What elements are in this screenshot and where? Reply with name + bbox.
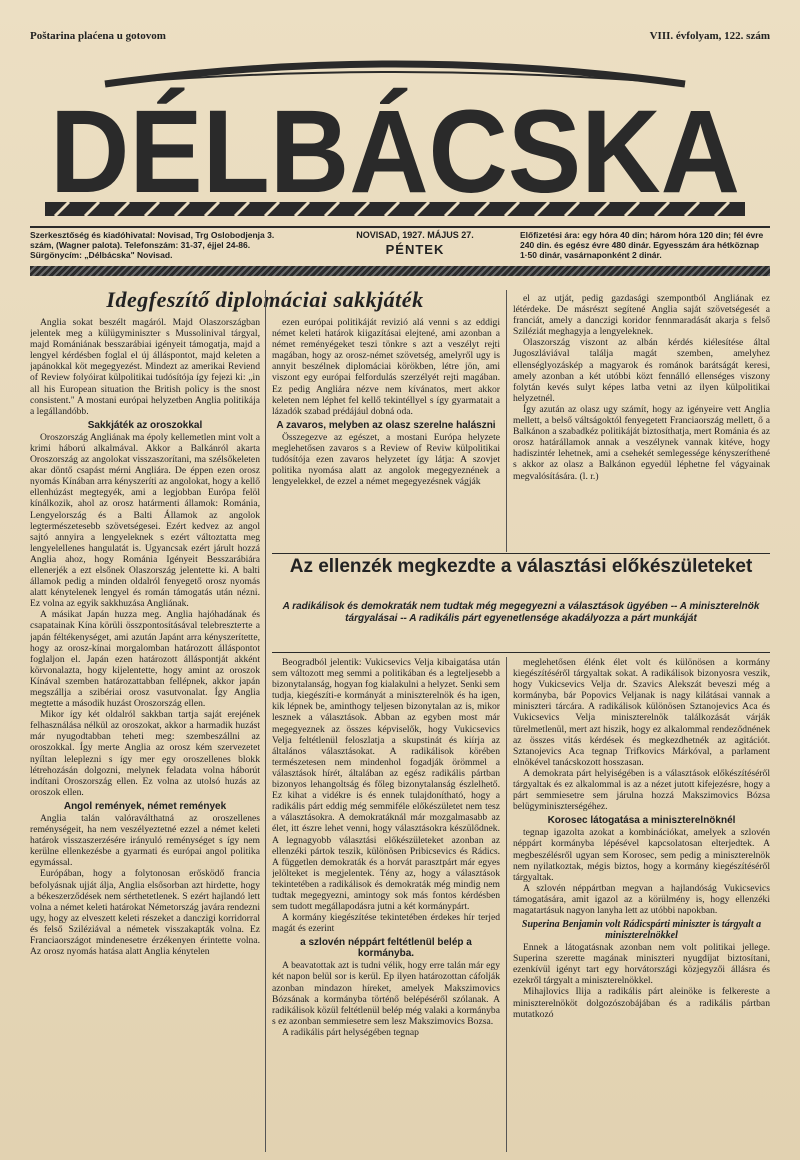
masthead-title: DÉLBÁCSKA [50, 86, 740, 218]
editorial-info: Szerkesztőség és kiadóhivatal: Novisad, Trg Oslobodjenja 3. szám, (Wagner palota). Telefonszám: 31-37, éjjel 24-86. Sürgönycím: „Délbácska" Novisad. [30, 230, 275, 260]
postage-note: Poštarina plaćena u gotovom [30, 30, 166, 42]
article2-colA: Beogradból jelentik: Vukicsevics Velja kibaigatása után sem változott meg semmi a politikában és a legteljesebb a bizonytalanság, hogyan fog kialakulni a helyzet. Senki sem tudja, kiegészíti-e kormányát a miniszterelnök és ha igen, kik lépnek be, aminthogy teljesen bizonytalan az is, mikor lesznek a választások. Abban az egyben most már megegyeznek az összes képviselők, hogy Vukicsevics Velja feltétlenül feloszlatja a skupstinát és kiírja az általános választásokat. A radikálisok körében természetesen nem mindenhol fogadják örömmel a választások hírét, általában az egész radikális pártban bizonyos lehangoltság és főleg bizonytalanság észlelhető. Ez kihat a vidékre is és ennek tulajdonítható, hogy a radikális párt eddig még semmiféle előkészületet nem tesz a választásokra. A demokratáknál már mozgalmasabb az élet, itt észre lehet venni, hogy választásokra készülődnek. A legnagyobb választási előkészületeket azonban az ellenzéki pártok teszik, különösen Pribicsevics és Rádics. A független demokraták és a horvát parasztpárt már egyes jelölteket is megjelentek. Tény az, hogy a választások tekintetében a radikálisok és demokraták még mindig nem tudtak megegyezni, amintogy sok más fontos kérdésben sem tudott megállapodásra jutni a két kormánypárt. A kormány kiegészítése tekintetében érdekes hír terjed magát és ezerint a szlovén néppárt feltétlenül belép a kormányba. A beavatottak azt is tudni vélik, hogy erre talán már egy két napon belül sor is kerül. Ep ilyen határozottan cáfolják azonban mindazon híreket, amelyek Makszimovics Bózsának a kormányba történő belépéséről szólanak. A radikálisok közül feltétlenül belép még valaki a kormányba s ez azonban semmiesetre sem lesz Makszimovics Bozsa. A radikális párt helységében tegnap [272, 657, 500, 1038]
article1-headline: Idegfeszítő diplomáciai sakkjáték [106, 287, 424, 312]
dateline-block [340, 230, 490, 257]
volume-number: VIII. évfolyam, 122. szám [649, 30, 770, 42]
masthead-logo [45, 52, 745, 222]
subhead-superina: Superina Benjamin volt Rádicspárti miniszter is tárgyalt a miniszterelnökkel [521, 919, 762, 942]
column-divider [506, 290, 507, 552]
subhead-korosec: Korosec látogatása a miniszterelnöknél [547, 815, 736, 827]
article2-colB: meglehetősen élénk élet volt és különösen a kormány kiegészítéséről tárgyaltak sokat. A radikálisok bizonyosra veszik, hogy Vukicsevics Velja dr. Szavics Alekszát beveszi még a kormányba, bár Popovics Veljanak is nagy kilátásai vannak a miniszteri tárcára. A radikálisok különösen Sztanojevics Aca és Vukicsevics Velja miniszterelnök találkozását várják türelmetlenül, mert azt hiszik, hogy ez alkalommal rendeződnének az összes vitás kérdések és megkezdhetnék az agitációt. Sztanojevics Aca tegnap Trifkovics Márkóval, a parlament elnökével tanácskozott hosszasan. A demokrata párt helyiségében is a választások előkészítéséről tárgyaltak és ez alkalommal is az a nézet jutott kifejezésre, hogy a párt semmiesetre sem járulna hozzá Makszimovics Bózsa belügyminiszterségéhez. Korosec látogatása a miniszterelnöknél tegnap igazolta azokat a kombinációkat, amelyek a szlovén néppárt kormányba lépésével kapcsolatosan elterjedtek. A megbeszélésről ugyan sem Korosec, sem pedig a miniszterelnök nem nyilatkoztak, mégis biztos, hogy a kormány kiegészítéséről tárgyaltak. A szlovén néppártban megvan a hajlandóság Vukicsevics támogatására, amit igazol az a körülmény is, hogy ellenzéki magatartásuk nagyon lanyha lett az utóbbi napokban. Superina Benjamin volt Rádicspárti miniszter is tárgyalt a miniszterelnökkel Ennek a látogatásnak azonban nem volt politikai jellege. Superina szerette magának miniszteri nyugdíjat biztosítani, ezenkívül igényt tart egy horvátországi közjegyzői állásra és ezekről tárgyalt a miniszterelnökkel. Mihajlovics Ilija a radikális párt aleinöke is felkereste a miniszterelnököt dolgozószobájában és a radikális pártban mutatkozó [513, 657, 770, 1020]
article1-col1: Anglia sokat beszélt magáról. Majd Olaszországban jelentek meg a külügyminiszter s Mussolinival tárgyal, majd Romániának besszarábiai igényeit támogatja, majd a lengyel kérdésben foglal el új álláspontot, majd keleten a japánokkal köt megegyezést. Mindezt az amerikai Reviend of Review folyóirat külpolitikai tudósítója így fejezi ki: „in all his European situation the British policy is the snost consistent." A mostani európai helyzetben Anglia politikája a legállandóbb. Sakkjáték az oroszokkal Oroszország Angliának ma époly kellemetlen mint volt a krimi háború alkalmával. Akkor a Balkánról akarta Oroszország az angolokat visszaszorítani, ma szélsőkeleten akar döntő csapást mérni Angliára. De éppen ezen orosz nyomás Kínában arra kényszeríti az angolokat, hogy a kellő ellenhúzást megtegyék, ami a legjobban Európa felöl kínálkozik, ahol az orosz határmenti államok: Románia, Lengyelország és a Balti Államok az angolok legtermészetesebb szövetségesei. Ezért kedvez az angol sajtó annyira a lengyeleknek s ezért változtatta meg lengyelellenes hangulatát is. Ugyancsak ezért járult hozzá Anglia ahoz, hogy Románia Igényeit Besszarábiára ellenerjék a ezt elsőnek Olaszország jelentette ki. A balti államok pedig a minden oldalról fenyegető orosz nyomás alatt kénytelenek lengyel és román támogatás után nézni. Ez volna az egyik sakkhuzása Angliának. A másikat Japán huzza meg. Anglia hajóhadának és csapatainak Kína körüli összpontosításával telebreszteтte a japán féltékenységet, ami azután Japánt arra kényszerítette, hogy az orosz-kínai morgalomban határozott álláspontot foglaljon el. Japán ezen határozott álláspontját akként körvonalazta, hogy kijelentette, hogy amint az oroszok Kínával szemben határozattabban fellépnek, akkor japán megszállja a szibériai orosz vasutvonalat. Így Anglia megtette a második huzást Oroszország ellen. Mikor így két oldalról sakkban tartja saját erejének felhasználása nélkül az oroszokat, akkor a harmadik huzást már nyugodtabban teheti meg: szembeszállni az oroszokkal. Így merte Anglia az orosz kém szervezetet nyíltan leleplezni s így mer egy oroszellenes blokk létrehozásán dolgozni, melynek feladata volna háborút indítani Oroszország ellen. Ez volna az utolsó huzás az oroszok ellen. Angol remények, német remények Anglia talán valóraválthatná az oroszellenes reménységeit, ha nem veszélyeztetné ezzel a német keleti határok visszaszerzésére irányuló reménységet s így nem kerülne ellenkezésbe a gyarmati és európai angol politika egymással. Európában, hogy a folytonosan erősködő francia befolyásnak ujját álja, Anglia elsősorban azt hirdette, hogy a békeszerződések nem sérthetetlenek. S ezért hajlandó lett volna a német keleti határokat Németország javára rendezni ugy, hogy az elveszett keleti részeket a danczigi korridorral és felső Sziléziával a németek visszakapták volna. Ez Franciaországot mindenesetre érzékenyen érintette volna. Az orosz nyomás hatása alatt Anglia kénytelen [30, 317, 260, 958]
subhead-remenyek: Angol remények, német remények [63, 800, 227, 812]
dateline: NOVISAD, 1927. MÁJUS 27. [356, 230, 474, 240]
divider [272, 553, 770, 554]
subhead-sakkjatek: Sakkjáték az oroszokkal [87, 419, 203, 431]
article1-col3: el az utját, pedig gazdasági szempontból Angliának ez létérdeke. De másrészt segítené Anglia saját szövetségesét a franciát, amely a danczigi koridor fennmaradását akarja s felső Sziléziát meghagyja a lengyeleknek. Olaszország viszont az albán kérdés kiélesítése által Jugoszláviával találja magát szemben, amelyhez ellenséglyozáskép a magyarok és románok barátságát keresi, amely azonban a két utóbbi közt fennálló ellenséges viszony folytán kevés sulyt képes latba vetni az ilyen külpolitikai helyzetnél. Így azután az olasz ugy számít, hogy az igényeire vett Anglia mellett, a belső váltságoktól fenyegetett Franciaország mellett, ő a Balkánon a szabadkéz politikáját biztosíthatja, mert Románia és az orosz határállamok annak a veszélynek vannak kitéve, hogy hadiszintér lehetnek, ami a csehekét semlegessége kényszeríthené s akkor az olasz a Balkánon egyedül léphetne fel vágyainak megvalósítására. (l. r.) [513, 293, 770, 482]
divider [272, 652, 770, 653]
weekday: PÉNTEK [385, 242, 445, 257]
column-divider [506, 657, 507, 1152]
subscription-info: Előfizetési ára: egy hóra 40 din; három hóra 120 din; fél évre 240 din. és egész évre 480 dinár. Egyesszám ára hétköznap 1·50 dinár, vasárnaponként 2 dinár. [520, 230, 764, 260]
subhead-zavaros: A zavaros, melyben az olasz szerelne halászni [276, 419, 496, 431]
article2-deck: A radikálisok és demokraták nem tudtak még megegyezni a választások ügyében -- A miniszterelnök tárgyalásai -- A radikális párt egyenetlensége akadályozza a párt munkáját [282, 601, 760, 624]
column-divider [265, 290, 266, 1152]
divider [30, 226, 770, 228]
article2-headline: Az ellenzék megkezdte a választási előkészületeket [289, 556, 753, 577]
hatched-rule [30, 266, 770, 276]
subhead-szloven: a szlovén néppárt feltétlenül belép a kormányba. [300, 937, 472, 960]
article1-col2: ezen európai politikáját revizió alá venni s az eddigi német keleti határok kiigazításai elejtené, ami azonban a német reményégeket teszi tönkre s azt a veszélyt rejti magában, hogy az orosz-német szövetség, amelyről ugy is annyit beszélnek diplomáciai körökben, létre jön, ami viszont egy európai felfordulás szerzélyét rejti magában. Ez pedig Angliára nézve nem kívánatos, mert akkor keleten nem léphet fel kellő tekintéllyel s így gyarmatait a lázadók szabad prédájául dobná oda. A zavaros, melyben az olasz szerelne halászni Összegezve az egészet, a mostani Európa helyzete meglehetősen zavaros s a Review of Reviw külpolitikai tudósítója ezen zavaros helyzetet így látja: A szovjet politika nyomása alatt az angolok megegyeznének a lengyelekkel, de ezzel a német megegyezésnek vágják [272, 317, 500, 488]
